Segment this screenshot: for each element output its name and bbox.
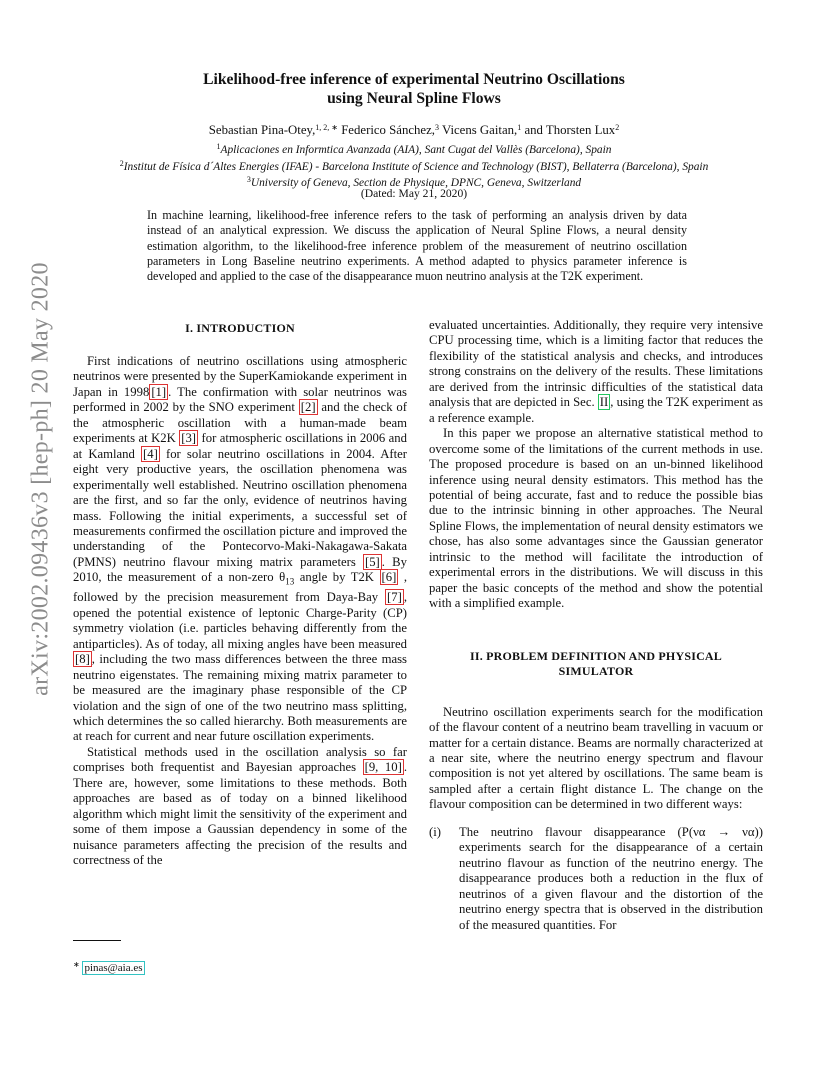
citation-link[interactable]: [4] [143,446,158,461]
email-link[interactable]: pinas@aia.es [84,962,143,974]
footnote-rule [73,940,121,941]
intro-paragraph-2: Statistical methods used in the oscillation analysis so far comprises both frequentist and Bayesian approaches [9, 10] . There are, however, some limitations to these methods. Both approaches are based as of today on a binned likelihood algorithm which might limit the sensitivity of the experiment and some of them impose a Gaussian dependency in some of the nuisance parameters affecting the precision of the results and correctness of the [73,744,407,868]
section-link[interactable]: II [599,395,609,410]
citation-link[interactable]: [9, 10] [364,760,402,775]
left-column [73,318,407,868]
intro-paragraph-1: First indications of neutrino oscillations using atmospheric neutrinos were presented by the SuperKamiokande experiment in Japan in 1998 [1] . The confirmation with solar neutrinos was performed in 2002 by the SNO experiment [2] and the check of the atmospheric oscillation with a human-made beam experiments at K2K [3] for atmospheric oscillations in 2006 and at Kamland [4] for solar neutrino oscillations in 2004. After eight very productive years, the oscillation phenomena was experimentally well established. Neutrino oscillation phenomena are the first, and so far the only, evidence of neutrinos having mass. Following the initial experiments, a successful set of measurements confirmed the oscillation picture and improved the understanding of the Pontecorvo-Maki-Nakagawa-Sakata (PMNS) neutrino flavour mixing matrix parameters [5] . By 2010, the measurement of a non-zero $\theta_{13}$ angle by T2K [6] , followed by the precision measurement from Daya-Bay [7] , opened the potential existence of leptonic Charge-Parity (CP) symmetry violation (i.e. particles behaving differently from the antiparticles). As of today, all mixing angles have been measured [8] , including the two mass differences between the three mass neutrino eigenstates. The remaining mixing matrix parameter to be measured are the imaginary phase responsible of the CP violation and the sign of one of the two neutrino mass splitting, which determines the so called hierarchy. Both measurements are at reach for current and near future oscillation experiments. [73,354,407,744]
affiliations [60,142,768,192]
list-item-text: The neutrino flavour disappearance (P(να → να)) experiments search for the disappearance of a certain neutrino flavour as function of the neutrino energy. The disappearance produces both a reduction in the flux of neutrinos of a given flavour and the distortion of the neutrino energy spectra that is observed in the distribution of the measured quantities. For [459,824,763,932]
section-heading-problem-definition: II. PROBLEM DEFINITION AND PHYSICAL SIMULATOR [469,648,723,678]
paper-title: Likelihood-free inference of experimental Neutrino Oscillations using Neural Spline Flows [203,71,625,107]
citation-link[interactable]: [1] [151,384,167,399]
section-heading-introduction: I. INTRODUCTION [185,321,295,335]
author: Sebastian Pina-Otey,$^{1, 2, ∗}$ [208,123,338,137]
affiliation: $^1$Aplicaciones en Informtica Avanzada (AIA), Sant Cugat del Vallès (Barcelona), Spain [216,142,612,156]
citation-link[interactable]: [2] [300,400,316,415]
citation-link[interactable]: [3] [181,431,197,446]
author: Federico Sánchez,$^3$ [341,123,439,137]
citation-link[interactable]: [6] [381,570,397,585]
list-item [429,825,763,933]
author: and Thorsten Lux$^2$ [524,123,620,137]
citation-link[interactable]: [8] [75,652,90,667]
section2-paragraph-1: Neutrino oscillation experiments search for the modification of the flavour content of a neutrino beam travelling in vacuum or matter for a certain distance. Beams are normally characterized at a near site, where the neutrino energy spectrum and flavour composition is not yet altered by oscillations. The same beam is sampled after a certain flight distance L. The change on the flavour composition can be determined in two different ways: [429,704,763,812]
author-list [60,122,768,138]
arxiv-sidebar-stamp [26,262,56,696]
intro-paragraph-3: In this paper we propose an alternative statistical method to overcome some of the limitations of the current methods in use. The proposed procedure is based on an un-binned likelihood inference using neural density estimators. This method has the potential of being accurate, fast and to reduce the possible bias due to the intrinsic binning in other approaches. The Neural Spline Flows, the implementation of neural density estimators we chose, has also some advantages since the Gaussian generator intrinsic to the method will facilitate the introduction of experimental errors in the distributions. We will discuss in this paper the basic concepts of the method and show the potential with a simplified example. [429,426,763,611]
date-line: (Dated: May 21, 2020) [360,187,468,200]
author: Vicens Gaitan,$^1$ [441,123,522,137]
right-column [429,318,763,933]
abstract: In machine learning, likelihood-free inference refers to the task of performing an analysis driven by data instead of an analytical expression. We discuss the application of Neural Spline Flows, a neural density estimation algorithm, to the likelihood-free inference problem of the measurement of neutrino oscillation parameters in Long Baseline neutrino experiments. A method adapted to physics parameter inference is developed and applied to the case of the disappearance muon neutrino analysis at the T2K experiment. [147,208,687,284]
citation-link[interactable]: [5] [364,554,380,569]
arxiv-id: arXiv:2002.09436v3 [hep-ph] 20 May 2020 [27,262,54,696]
affiliation: $^2$Institut de Física d´Altes Energies (IFAE) - Barcelona Institute of Science and Technology (BIST), Bellaterra (Barcelona), Spain [119,158,709,173]
affiliation: $^3$University of Geneva, Section de Physique, DPNC, Geneva, Switzerland [246,175,582,189]
citation-link[interactable]: [7] [387,590,402,605]
footnote: ∗ pinas@aia.es [73,960,143,974]
intro-paragraph-2-continued: evaluated uncertainties. Additionally, they require very intensive CPU processing time, which is a limiting factor that reduces the flexibility of the statistical analysis and checks, and introduces strong constrains on the delivery of the results. These limitations are derived from the intrinsic difficulties of the statistical data analysis that are depicted in Sec. II , using the T2K experiment as a reference example. [429,318,763,425]
list-item-label: (i) [429,824,441,839]
